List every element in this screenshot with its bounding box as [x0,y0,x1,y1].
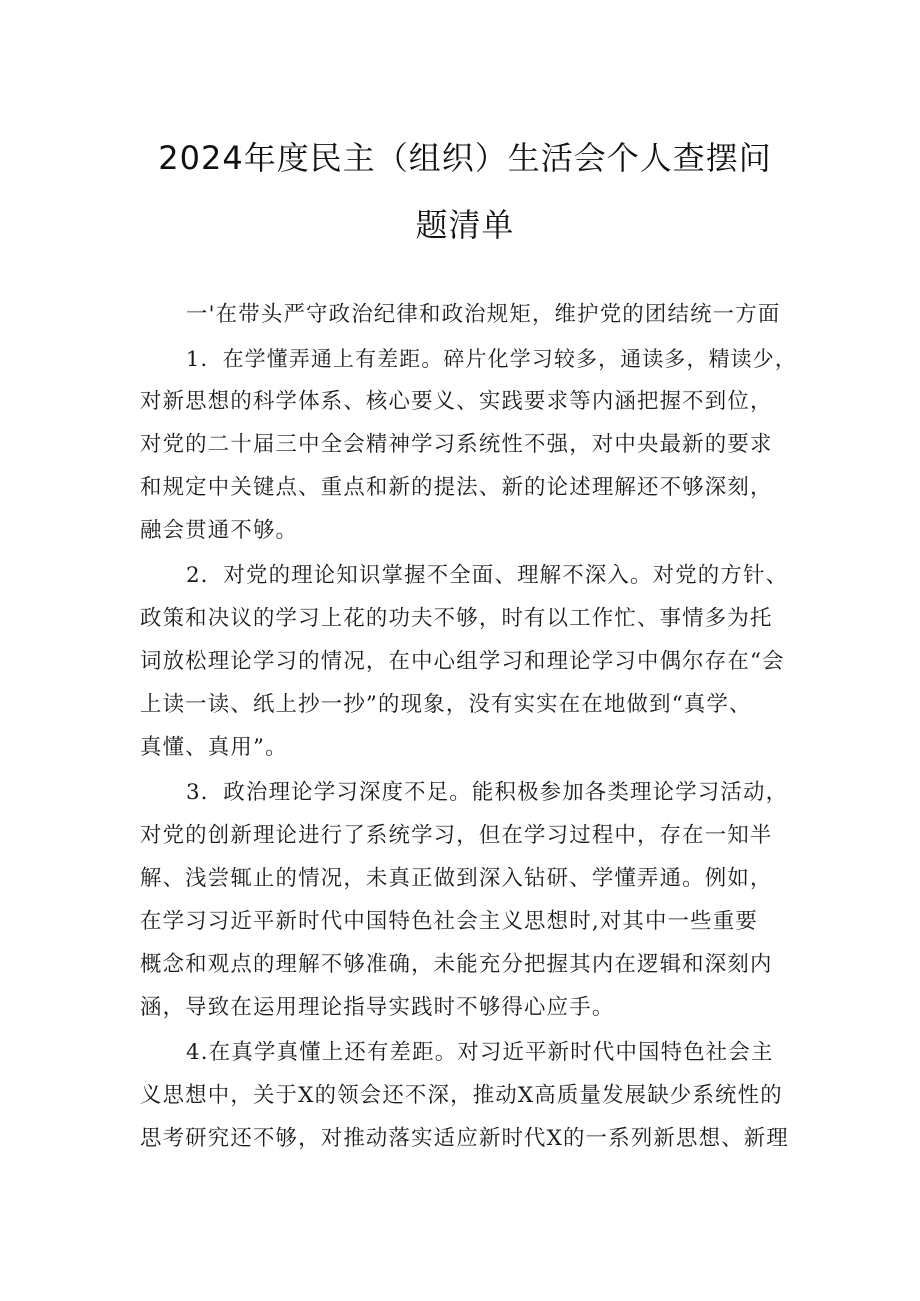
paragraph-3-line-1: 3．政治理论学习深度不足。能积极参加各类理论学习活动， [186,780,789,805]
paragraph-2-line-2: 政策和决议的学习上花的功夫不够，时有以工作忙、事情多为托 [140,606,773,631]
paragraph-1-line-3: 对党的二十届三中全会精神学习系统性不强，对中央最新的要求 [140,432,773,457]
paragraph-3-line-5: 概念和观点的理解不够准确，未能充分把握其内在逻辑和深刻内 [140,952,773,977]
paragraph-2-line-3: 词放松理论学习的情况，在中心组学习和理论学习中偶尔存在“会 [140,649,785,674]
paragraph-3-line-6: 涵，导致在运用理论指导实践时不够得心应手。 [140,995,615,1020]
paragraph-4-line-2: 义思想中，关于X的领会还不深，推动X高质量发展缺少系统性的 [140,1083,783,1108]
paragraph-1-line-2: 对新思想的科学体系、核心要义、实践要求等内涵把握不到位， [140,389,773,414]
paragraph-2-line-4: 上读一读、纸上抄一抄”的现象，没有实实在在地做到“真学、 [140,692,752,717]
paragraph-3-line-3: 解、浅尝辄止的情况，未真正做到深入钻研、学懂弄通。例如， [140,866,773,891]
paragraph-3-line-4: 在学习习近平新时代中国特色社会主义思想时,对其中一些重要 [140,909,758,934]
paragraph-2-line-1: 2．对党的理论知识掌握不全面、理解不深入。对党的方针、 [186,563,789,588]
paragraph-1-line-5: 融会贯通不够。 [140,518,299,543]
section-heading: 一'在带头严守政治纪律和政治规矩，维护党的团结统一方面 [186,302,781,327]
paragraph-4-line-3: 思考研究还不够，对推动落实适应新时代X的一系列新思想、新理 [140,1126,789,1151]
paragraph-2-line-5: 真懂、真用”。 [140,735,288,760]
document-title-line-1: 2024年度民主（组织）生活会个人查摆问 [158,139,772,177]
paragraph-4-line-1: 4.在真学真懂上还有差距。对习近平新时代中国特色社会主 [186,1040,774,1065]
paragraph-3-line-2: 对党的创新理论进行了系统学习，但在学习过程中，存在一知半 [140,823,773,848]
paragraph-1-line-4: 和规定中关键点、重点和新的提法、新的论述理解还不够深刻， [140,475,773,500]
paragraph-1-line-1: 1．在学懂弄通上有差距。碎片化学习较多，通读多，精读少， [186,347,797,371]
document-title-line-2: 题清单 [415,206,515,244]
